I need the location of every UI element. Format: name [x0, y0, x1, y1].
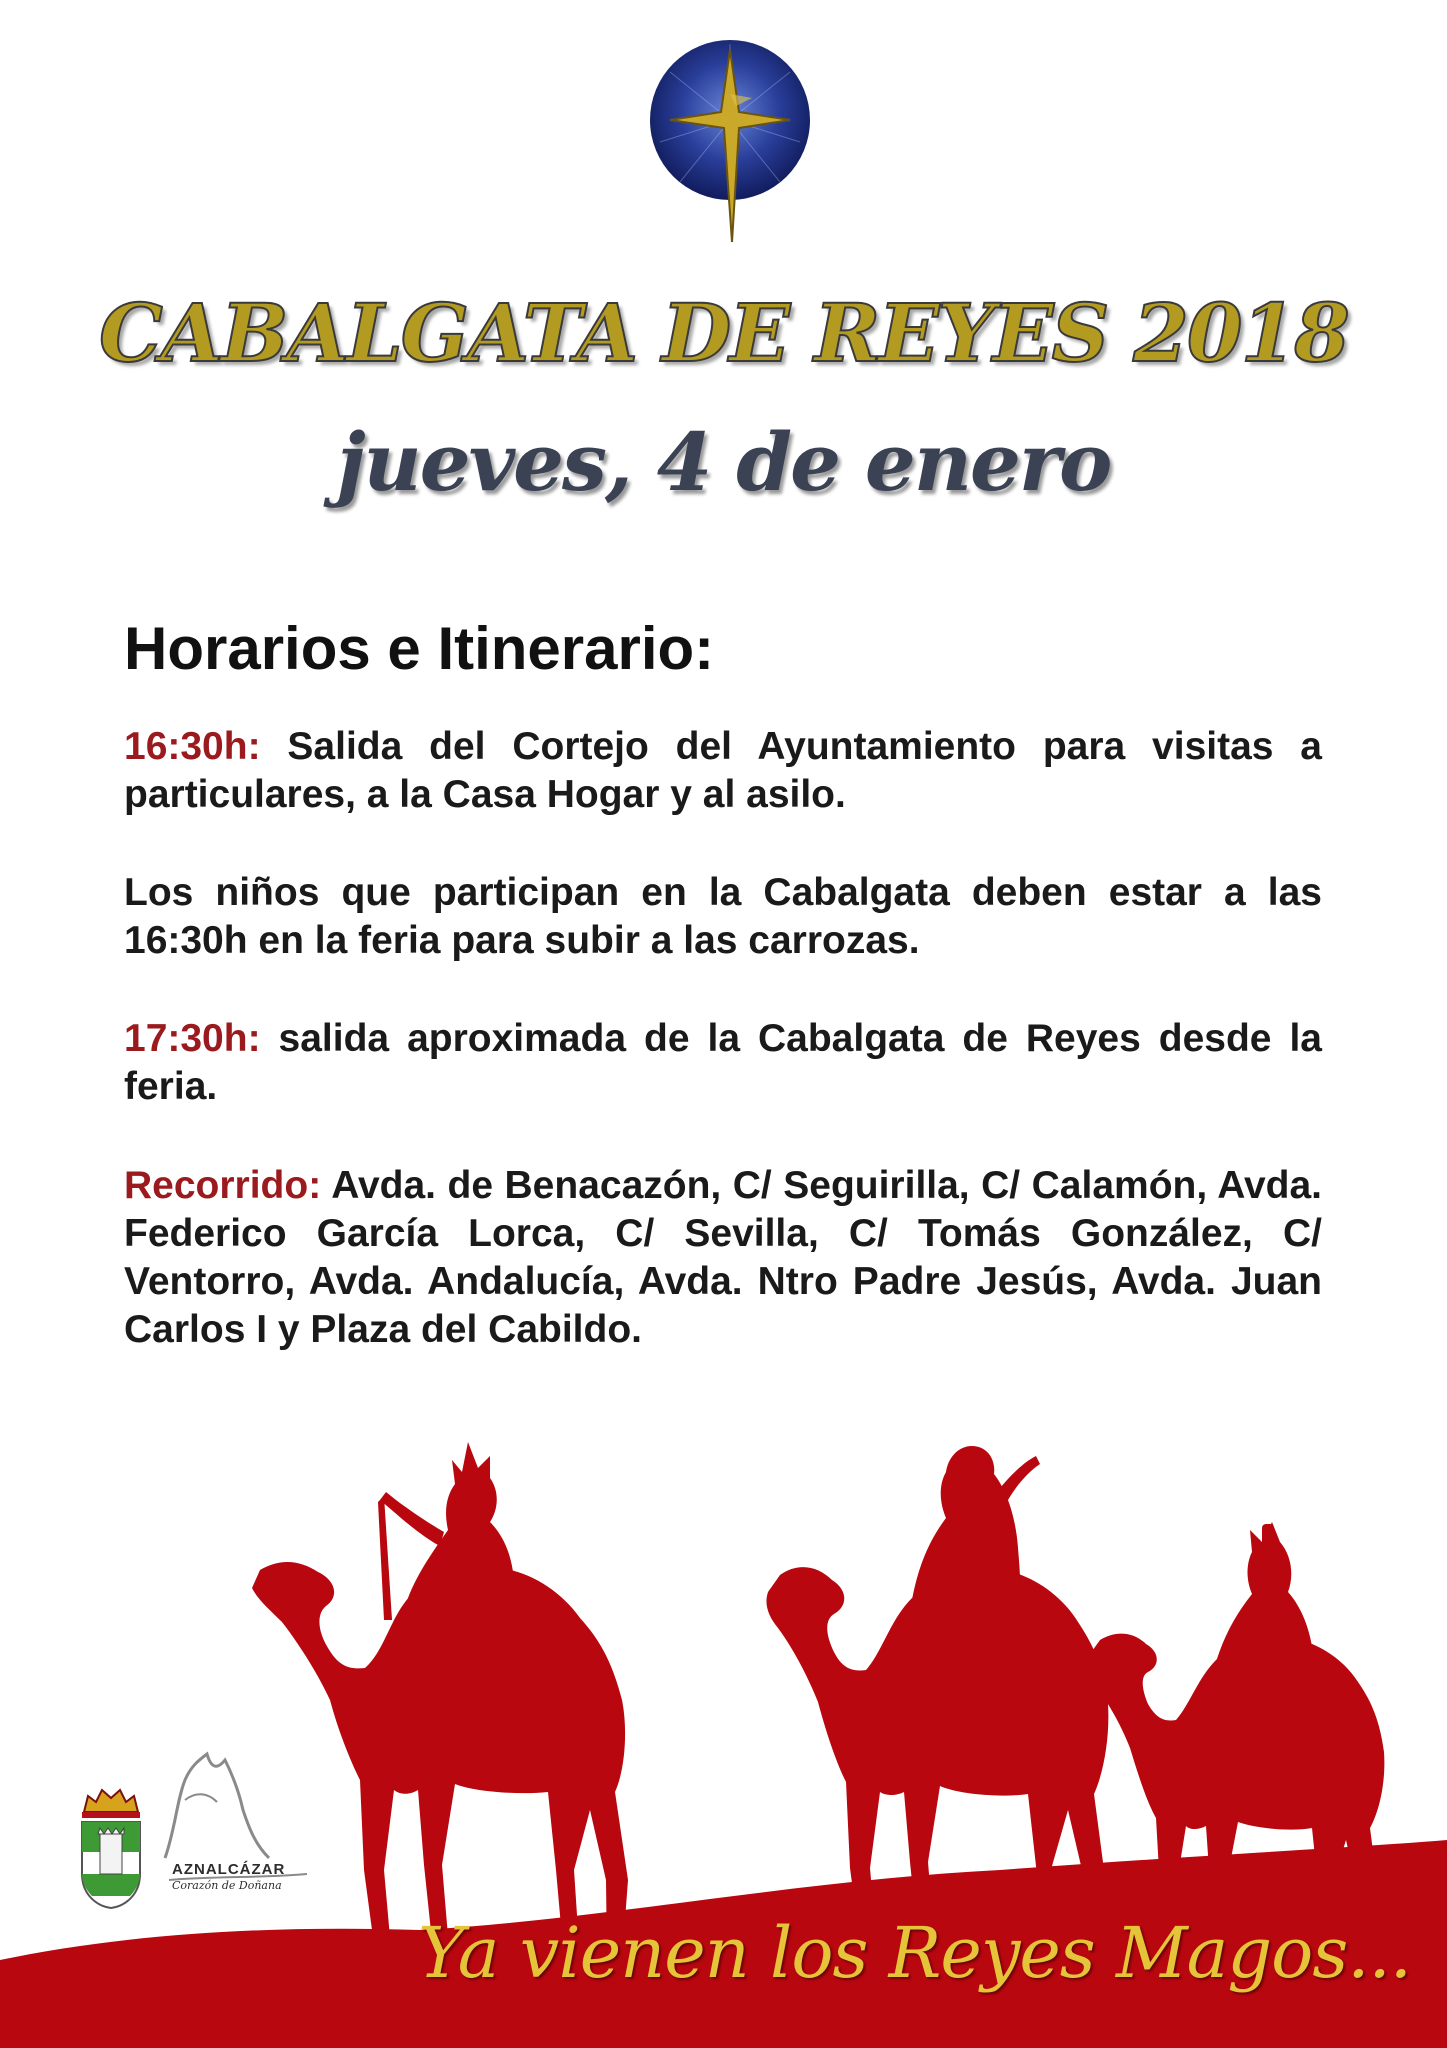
- slogan: Ya vienen los Reyes Magos...: [418, 1912, 1411, 1994]
- parade-start-text: salida aproximada de la Cabalgata de Reyes desde la feria.: [124, 1017, 1322, 1108]
- event-date: jueves, 4 de enero: [336, 415, 1111, 509]
- route-label: Recorrido:: [124, 1164, 322, 1207]
- departure-text: Salida del Cortejo del Ayuntamiento para visitas a particulares, a la Casa Hogar y al asilo.: [124, 725, 1322, 816]
- town-name: AZNALCÁZAR: [172, 1861, 286, 1878]
- departure-time-label: 16:30h:: [124, 725, 261, 768]
- star-of-bethlehem-icon: [640, 32, 820, 252]
- route-text: Avda. de Benacazón, C/ Seguirilla, C/ Calamón, Avda. Federico García Lorca, C/ Sevilla, C/ Tomás González, C/ Ventorro, Avda. Andalucía, Avda. Ntro Padre Jesús, Avda. Juan Carlos I y Plaza del Cabildo.: [124, 1164, 1322, 1351]
- parade-start-paragraph: [124, 1015, 1322, 1111]
- departure-paragraph: [124, 723, 1322, 819]
- parade-start-time-label: 17:30h:: [124, 1017, 261, 1060]
- itinerary-heading: Horarios e Itinerario:: [124, 615, 715, 682]
- route-paragraph: [124, 1162, 1322, 1354]
- children-note-paragraph: Los niños que participan en la Cabalgata deben estar a las 16:30h en la feria para subir a las carrozas.: [124, 871, 1322, 962]
- town-tagline: Corazón de Doñana: [172, 1879, 282, 1892]
- coat-of-arms-icon: [76, 1782, 146, 1912]
- event-title: CABALGATA DE REYES 2018: [99, 286, 1348, 380]
